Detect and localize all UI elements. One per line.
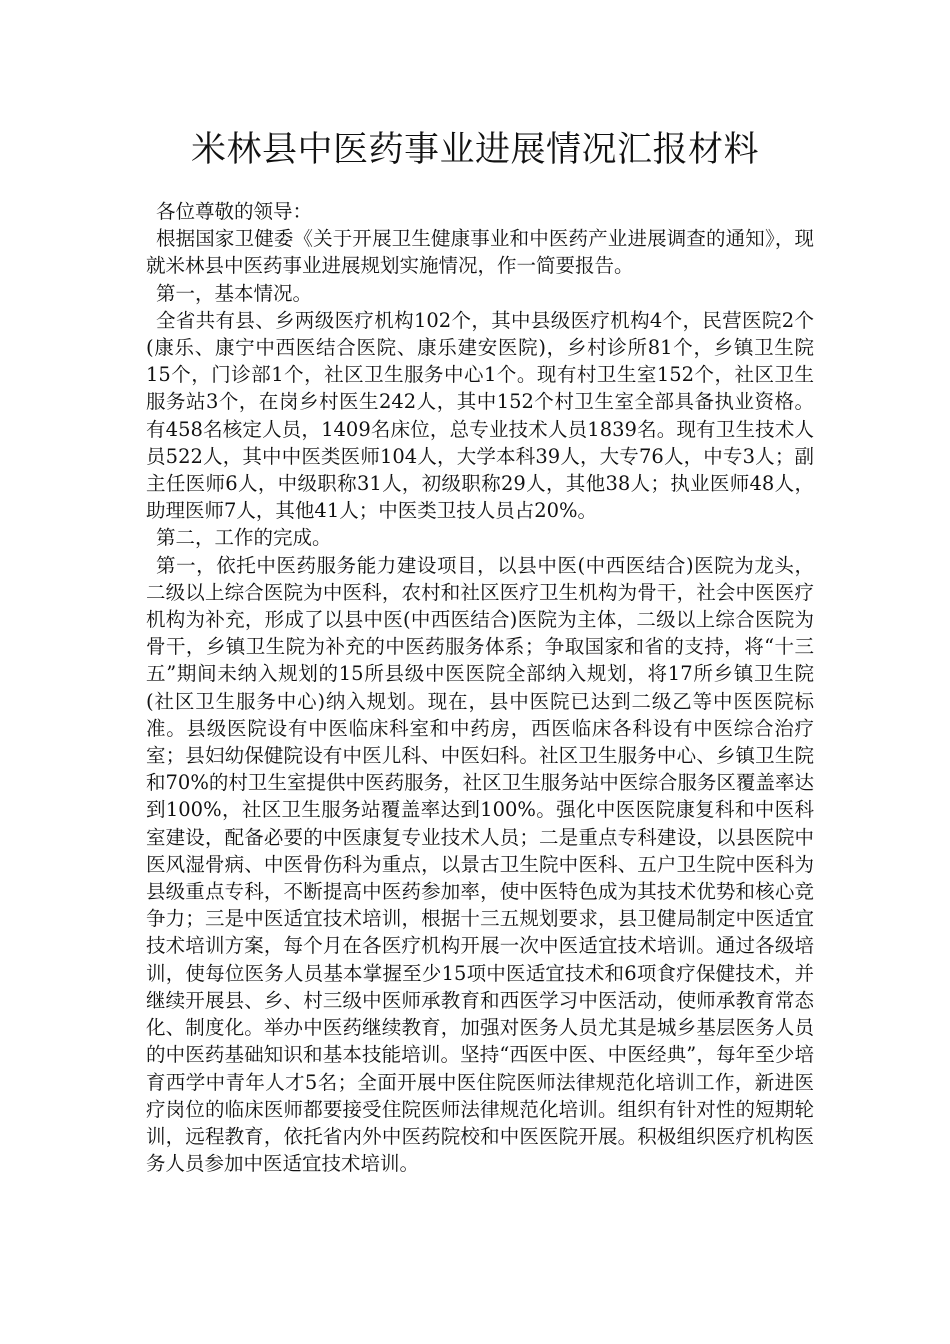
intro-paragraph: 根据国家卫健委《关于开展卫生健康事业和中医药产业进展调查的通知》，现就米林县中医药事业进展规划实施情况，作一简要报告。 — [146, 227, 814, 278]
basic-situation-paragraph: 全省共有县、乡两级医疗机构102个，其中县级医疗机构4个，民营医院2个(康乐、康宁中西医结合医院、康乐建安医院)，乡村诊所81个，乡镇卫生院15个，门诊部1个，社区卫生服务中心1个。现有村卫生室152个，社区卫生服务站3个，在岗乡村医生242人，其中152个村卫生室全部具备执业资格。有458名核定人员，1409名床位，总专业技术人员1839名。现有卫生技术人员522人，其中中医类医师104人，大学本科39人，大专76人，中专3人；副主任医师6人，中级职称31人，初级职称29人，其他38人；执业医师48人，助理医师7人，其他41人；中医类卫技人员占20%。 — [146, 308, 814, 523]
salutation: 各位尊敬的领导： — [156, 200, 313, 223]
section-heading-basic-situation: 第一，基本情况。 — [156, 281, 313, 305]
section-heading-work-completion: 第二，工作的完成。 — [156, 526, 332, 550]
document-title: 米林县中医药事业进展情况汇报材料 — [190, 130, 759, 170]
document-body — [146, 198, 814, 1177]
work-completion-paragraph: 第一，依托中医药服务能力建设项目，以县中医(中西医结合)医院为龙头，二级以上综合医院为中医科，农村和社区医疗卫生机构为骨干，社会中医医疗机构为补充，形成了以县中医(中西医结合)医院为主体，二级以上综合医院为骨干，乡镇卫生院为补充的中医药服务体系；争取国家和省的支持，将“十三五”期间未纳入规划的15所县级中医医院全部纳入规划，将17所乡镇卫生院(社区卫生服务中心)纳入规划。现在，县中医院已达到二级乙等中医医院标准。县级医院设有中医临床科室和中药房，西医临床各科设有中医综合治疗室；县妇幼保健院设有中医儿科、中医妇科。社区卫生服务中心、乡镇卫生院和70%的村卫生室提供中医药服务，社区卫生服务站中医综合服务区覆盖率达到100%，社区卫生服务站覆盖率达到100%。强化中医医院康复科和中医科室建设，配备必要的中医康复专业技术人员；二是重点专科建设，以县医院中医风湿骨病、中医骨伤科为重点，以景古卫生院中医科、五户卫生院中医科为县级重点专科，不断提高中医药参加率，使中医特色成为其技术优势和核心竞争力；三是中医适宜技术培训，根据十三五规划要求，县卫健局制定中医适宜技术培训方案，每个月在各医疗机构开展一次中医适宜技术培训。通过各级培训，使每位医务人员基本掌握至少15项中医适宜技术和6项食疗保健技术，并继续开展县、乡、村三级中医师承教育和西医学习中医活动，使师承教育常态化、制度化。举办中医药继续教育，加强对医务人员尤其是城乡基层医务人员的中医药基础知识和基本技能培训。坚持“西医中医、中医经典”，每年至少培育西学中青年人才5名；全面开展中医住院医师法律规范化培训工作，新进医疗岗位的临床医师都要接受住院医师法律规范化培训。组织有针对性的短期轮训，远程教育，依托省内外中医药院校和中医医院开展。积极组织医疗机构医务人员参加中医适宜技术培训。 — [146, 553, 814, 1176]
